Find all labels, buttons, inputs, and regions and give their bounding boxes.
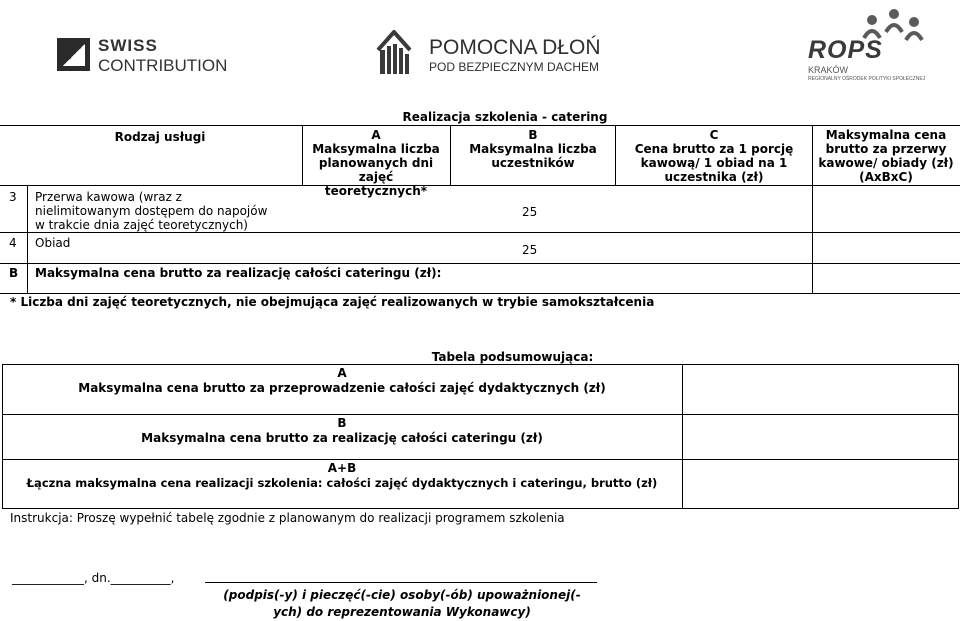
summary-row-letter: A+B bbox=[327, 461, 357, 475]
summary-row-label: Łączna maksymalna cena realizacji szkolenia: całości zajęć dydaktycznych i cateringu, brutto (zł) bbox=[26, 476, 658, 490]
row-number: 4 bbox=[9, 236, 17, 250]
row-b-value[interactable]: 25 bbox=[522, 205, 538, 219]
row-service: Obiad bbox=[35, 236, 71, 250]
header-c-label: Cena brutto za 1 porcję kawową/ 1 obiad na 1 uczestnika (zł) bbox=[634, 142, 794, 184]
header-c-letter: C bbox=[709, 128, 719, 142]
rops-logo-name: ROPS bbox=[808, 36, 883, 64]
instruction-text: Instrukcja: Proszę wypełnić tabelę zgodnie z planowanym do realizacji programem szkolenia bbox=[10, 511, 565, 525]
signature-caption: (podpis(-y) i pieczęć(-cie) osoby(-ób) upoważnionej(-ych) do reprezentowania Wykonawcy) bbox=[223, 588, 581, 619]
summary-row-letter: B bbox=[337, 416, 347, 430]
signature-line bbox=[205, 582, 597, 583]
pomocna-dlon-logo bbox=[374, 28, 604, 80]
header-b-letter: B bbox=[528, 128, 538, 142]
catering-table-title: Realizacja szkolenia - catering bbox=[402, 110, 608, 124]
row-b-value[interactable]: 25 bbox=[522, 243, 538, 257]
swiss-logo-mark-icon bbox=[57, 38, 90, 71]
row-service: Przerwa kawowa (wraz z nielimitowanym dostępem do napojów w trakcie dnia zajęć teoretycznych) bbox=[35, 190, 268, 232]
swiss-logo-line2: CONTRIBUTION bbox=[98, 56, 228, 75]
pomocna-logo-line1: POMOCNA DŁOŃ bbox=[429, 36, 601, 59]
house-hand-icon bbox=[374, 28, 414, 78]
summary-row-letter: A bbox=[337, 366, 347, 380]
swiss-logo-line1: SWISS bbox=[98, 36, 158, 55]
summary-row-label: Maksymalna cena brutto za realizację całości cateringu (zł) bbox=[141, 431, 543, 445]
footer-letter: B bbox=[9, 266, 19, 280]
pomocna-logo-line2: POD BEZPIECZNYM DACHEM bbox=[429, 60, 600, 74]
header-a-letter: A bbox=[371, 128, 381, 142]
summary-title: Tabela podsumowująca: bbox=[431, 350, 594, 364]
header-total-label: Maksymalna cena brutto za przerwy kawowe/ obiady (zł) (AxBxC) bbox=[818, 128, 954, 184]
header-b-label: Maksymalna liczba uczestników bbox=[469, 142, 597, 170]
place-date-line: ____________, dn.__________, bbox=[12, 571, 175, 585]
rops-krakow-logo bbox=[806, 8, 930, 84]
header-a-label: Maksymalna liczba planowanych dni zajęć teoretycznych* bbox=[312, 142, 440, 198]
summary-row-label: Maksymalna cena brutto za przeprowadzenie całości zajęć dydaktycznych (zł) bbox=[78, 381, 606, 395]
row-number: 3 bbox=[9, 190, 17, 204]
footnote: * Liczba dni zajęć teoretycznych, nie obejmująca zajęć realizowanych w trybie samokształcenia bbox=[10, 295, 655, 309]
rops-logo-city: KRAKÓW bbox=[808, 65, 849, 75]
footer-label: Maksymalna cena brutto za realizację całości cateringu (zł): bbox=[35, 266, 442, 280]
header-service-type: Rodzaj usługi bbox=[114, 130, 206, 144]
swiss-contribution-logo bbox=[57, 36, 232, 76]
rops-logo-tagline: REGIONALNY OŚRODEK POLITYKI SPOŁECZNEJ bbox=[808, 76, 926, 82]
